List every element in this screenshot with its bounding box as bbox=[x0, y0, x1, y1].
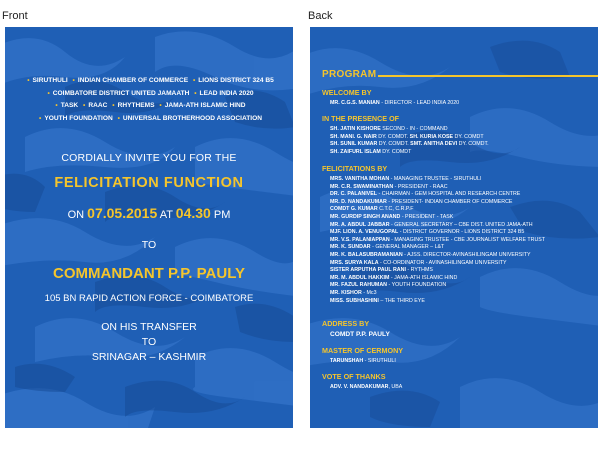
vote-of-thanks-section bbox=[322, 372, 592, 392]
person-role: – THE THIRD EYE bbox=[378, 297, 425, 304]
person-role: - CHAIRMAN - GEM HOSPITAL AND RESEARCH CENTRE bbox=[377, 191, 521, 198]
person-name: MR. GURDIP SINGH ANAND bbox=[330, 213, 401, 220]
list-item bbox=[330, 149, 592, 157]
list-item bbox=[330, 176, 592, 184]
person-name: TARUNSHAH bbox=[330, 358, 364, 364]
person-name: SISTER ARPUTHA PAUL RANI bbox=[330, 267, 406, 274]
bullet-icon: • bbox=[194, 89, 197, 97]
list-item bbox=[330, 237, 592, 245]
program-title: PROGRAM bbox=[322, 69, 377, 80]
person-role: - YOUTH FOUNDATION bbox=[387, 282, 447, 289]
master-of-ceremony-section bbox=[322, 346, 592, 366]
person-role: - GENERAL MANAGER – L&T bbox=[370, 244, 445, 251]
event-time: 04.30 bbox=[175, 205, 211, 221]
org-name: UNIVERSAL BROTHERHOOD ASSOCIATION bbox=[122, 114, 262, 122]
person-role: DY. COMDT. bbox=[376, 133, 410, 140]
person-name: SH. MANI. G. NAIR bbox=[330, 133, 377, 140]
welcome-section bbox=[322, 88, 592, 108]
person-name: MJF. LION. A. VENUGOPAL bbox=[330, 229, 399, 236]
person-name: MR. KISHOR bbox=[330, 289, 362, 296]
org-name: LEAD INDIA 2020 bbox=[199, 89, 254, 97]
list-item bbox=[330, 141, 592, 149]
person-name: COMDT P.P. PAULY bbox=[330, 331, 390, 338]
invitation-front bbox=[5, 27, 293, 428]
list-item bbox=[330, 252, 592, 260]
date-on-text: ON bbox=[67, 209, 85, 221]
org-name: COIMBATORE DISTRICT UNITED JAMAATH bbox=[52, 89, 190, 97]
person-name: SH. ZAIFURL ISLAM bbox=[330, 148, 381, 155]
person-role: - Mc3 bbox=[361, 289, 377, 296]
person-name: MR. K. BALASUBRAMANIAN bbox=[330, 251, 403, 258]
person-name: MR. C.R. SWAMINATHAN bbox=[330, 183, 394, 190]
transfer-block bbox=[5, 320, 293, 365]
org-line-1 bbox=[15, 75, 283, 88]
person-name: MISS. SUBHASHINI bbox=[330, 297, 379, 304]
org-line-4 bbox=[15, 113, 283, 126]
person-role: - DIRECTOR - LEAD INDIA 2020 bbox=[379, 100, 460, 106]
person-role: - JAMA-ATH ISLAMIC HIND bbox=[389, 274, 458, 281]
list-item bbox=[330, 267, 592, 275]
section-heading: IN THE PRESENCE OF bbox=[322, 114, 400, 123]
person-role: - SIRUTHULI bbox=[363, 358, 396, 364]
section-heading: WELCOME BY bbox=[322, 88, 372, 97]
person-name: SH. JATIN KISHORE bbox=[330, 126, 381, 132]
invite-text: CORDIALLY INVITE YOU FOR THE bbox=[61, 152, 237, 164]
person-name: MR. C.G.S. MANIAN bbox=[330, 100, 380, 106]
org-line-2 bbox=[15, 88, 283, 101]
list-item bbox=[330, 134, 592, 142]
person-role: SECOND - IN - COMMAND bbox=[380, 126, 448, 132]
front-label: Front bbox=[2, 10, 28, 22]
list-item bbox=[330, 126, 592, 134]
org-name: JAMA-ATH ISLAMIC HIND bbox=[164, 102, 246, 109]
program-heading bbox=[322, 69, 598, 80]
time-pm-text: PM bbox=[213, 209, 231, 221]
bullet-icon: • bbox=[27, 77, 30, 84]
transfer-line: TO bbox=[141, 336, 157, 348]
list-item bbox=[330, 331, 592, 339]
list-item bbox=[330, 199, 592, 207]
org-name: TASK bbox=[60, 102, 79, 109]
program-divider bbox=[378, 75, 598, 77]
honoree-surname: P.P. PAULY bbox=[168, 265, 245, 282]
person-role: - PRESIDENT- INDIAN CHAMBER OF COMMERCE bbox=[386, 198, 513, 205]
bullet-icon: • bbox=[83, 102, 86, 109]
list-item bbox=[330, 298, 592, 306]
bullet-icon: • bbox=[192, 77, 196, 84]
person-role: DY. COMDT bbox=[453, 133, 484, 140]
person-name: MR. D. NANDAKUMAR bbox=[330, 198, 387, 205]
org-name: RAAC bbox=[88, 102, 108, 109]
bullet-icon: • bbox=[72, 77, 75, 84]
person-name: MRS. SURYA KALA bbox=[330, 259, 379, 266]
transfer-line: ON HIS TRANSFER bbox=[101, 321, 197, 333]
person-role: - CO-ORDINATOR - AVINASHILINGAM UNIVERSITY bbox=[378, 259, 507, 266]
unit-text: 105 BN RAPID ACTION FORCE - COIMBATORE bbox=[44, 293, 254, 304]
back-label: Back bbox=[308, 10, 333, 22]
bullet-icon: • bbox=[47, 89, 50, 97]
person-role: , UBA bbox=[388, 384, 403, 390]
event-date: 07.05.2015 bbox=[87, 205, 158, 221]
section-heading: ADDRESS BY bbox=[322, 319, 370, 328]
list-item bbox=[330, 384, 592, 392]
address-section bbox=[322, 319, 592, 339]
org-name: RHYTHEMS bbox=[117, 102, 155, 109]
honoree-prefix: COMMANDANT bbox=[53, 265, 164, 282]
list-item bbox=[330, 275, 592, 283]
person-role: DY. COMDT bbox=[380, 148, 412, 155]
list-item bbox=[330, 290, 592, 298]
person-name: ADV. V. NANDAKUMAR bbox=[330, 384, 389, 390]
person-name: MR. FAZUL RAHUMAN bbox=[330, 282, 387, 289]
person-role: - PRESIDENT - RAAC bbox=[393, 183, 448, 190]
person-role: - MANAGING TRUSTEE - SIRUTHULI bbox=[389, 176, 482, 182]
list-item bbox=[330, 214, 592, 222]
org-line-3 bbox=[15, 100, 283, 113]
list-item bbox=[330, 191, 592, 199]
list-item bbox=[330, 260, 592, 268]
person-role: - GENERAL SECRETARY – CBE DIST. UNITED JAMA-ATH bbox=[389, 221, 533, 228]
person-role: DY. COMDT. bbox=[457, 141, 489, 148]
list-item bbox=[330, 229, 592, 237]
person-name: COMDT G. KUMAR bbox=[330, 206, 378, 213]
section-heading: FELICITATIONS BY bbox=[322, 164, 388, 173]
person-role: - MANAGING TRUSTEE - CBE JOURNALIST WELFARE TRUST bbox=[389, 236, 546, 243]
person-role: - DISTRICT GOVERNOR - LIONS DISTRICT 324 B5 bbox=[398, 229, 525, 236]
list-item bbox=[330, 100, 592, 108]
org-name: INDIAN CHAMBER OF COMMERCE bbox=[77, 77, 189, 84]
bullet-icon: • bbox=[112, 102, 115, 109]
transfer-line: SRINAGAR – KASHMIR bbox=[91, 351, 207, 363]
person-role: DY. COMDT. bbox=[377, 141, 411, 148]
section-heading: VOTE OF THANKS bbox=[322, 372, 386, 381]
list-item bbox=[330, 244, 592, 252]
to-text: TO bbox=[141, 239, 157, 251]
bullet-icon: • bbox=[117, 114, 120, 122]
person-name: MR. K. SUNDAR bbox=[330, 244, 371, 251]
person-role: C.T.C, C.R.P.F bbox=[377, 206, 414, 213]
date-at-text: AT bbox=[159, 209, 173, 221]
bullet-icon: • bbox=[39, 114, 42, 122]
bullet-icon: • bbox=[55, 102, 58, 109]
org-name: YOUTH FOUNDATION bbox=[44, 114, 113, 122]
org-name: LIONS DISTRICT 324 B5 bbox=[198, 77, 274, 84]
felicitations-section bbox=[322, 164, 592, 305]
honoree-name bbox=[5, 265, 293, 282]
person-name: SH. SUNIL KUMAR bbox=[330, 141, 378, 148]
invitation-back bbox=[310, 27, 598, 428]
list-item bbox=[330, 282, 592, 290]
list-item bbox=[330, 206, 592, 214]
person-name: MR. A. ABDUL JABBAR bbox=[330, 221, 390, 228]
person-name: MR. M. ABDUL HAKKIM bbox=[330, 274, 390, 281]
person-name: DR. C. PALANIVEL bbox=[330, 191, 377, 198]
person-name: MRS. VANITHA MOHAN bbox=[330, 176, 390, 182]
person-name: SMT. ANITHA DEVI bbox=[410, 141, 458, 148]
list-item bbox=[330, 358, 592, 366]
date-time-line bbox=[5, 205, 293, 221]
organisations-block bbox=[15, 75, 283, 125]
section-heading: MASTER OF CERMONY bbox=[322, 346, 404, 355]
person-role: - RYTHMS bbox=[405, 267, 433, 274]
list-item bbox=[330, 184, 592, 192]
list-item bbox=[330, 222, 592, 230]
org-name: SIRUTHULI bbox=[32, 77, 68, 84]
person-role: - AJSS. DIRECTOR-AVINASHILINGAM UNIVERSITY bbox=[402, 251, 531, 258]
bullet-icon: • bbox=[159, 102, 162, 109]
person-name: MR. V.S. PALANIAPPAN bbox=[330, 236, 390, 243]
person-name: SH. KURIA KOSE bbox=[409, 133, 454, 140]
function-title: FELICITATION FUNCTION bbox=[54, 175, 244, 191]
presence-section bbox=[322, 114, 592, 156]
person-role: - PRESIDENT - TASK bbox=[400, 213, 454, 220]
